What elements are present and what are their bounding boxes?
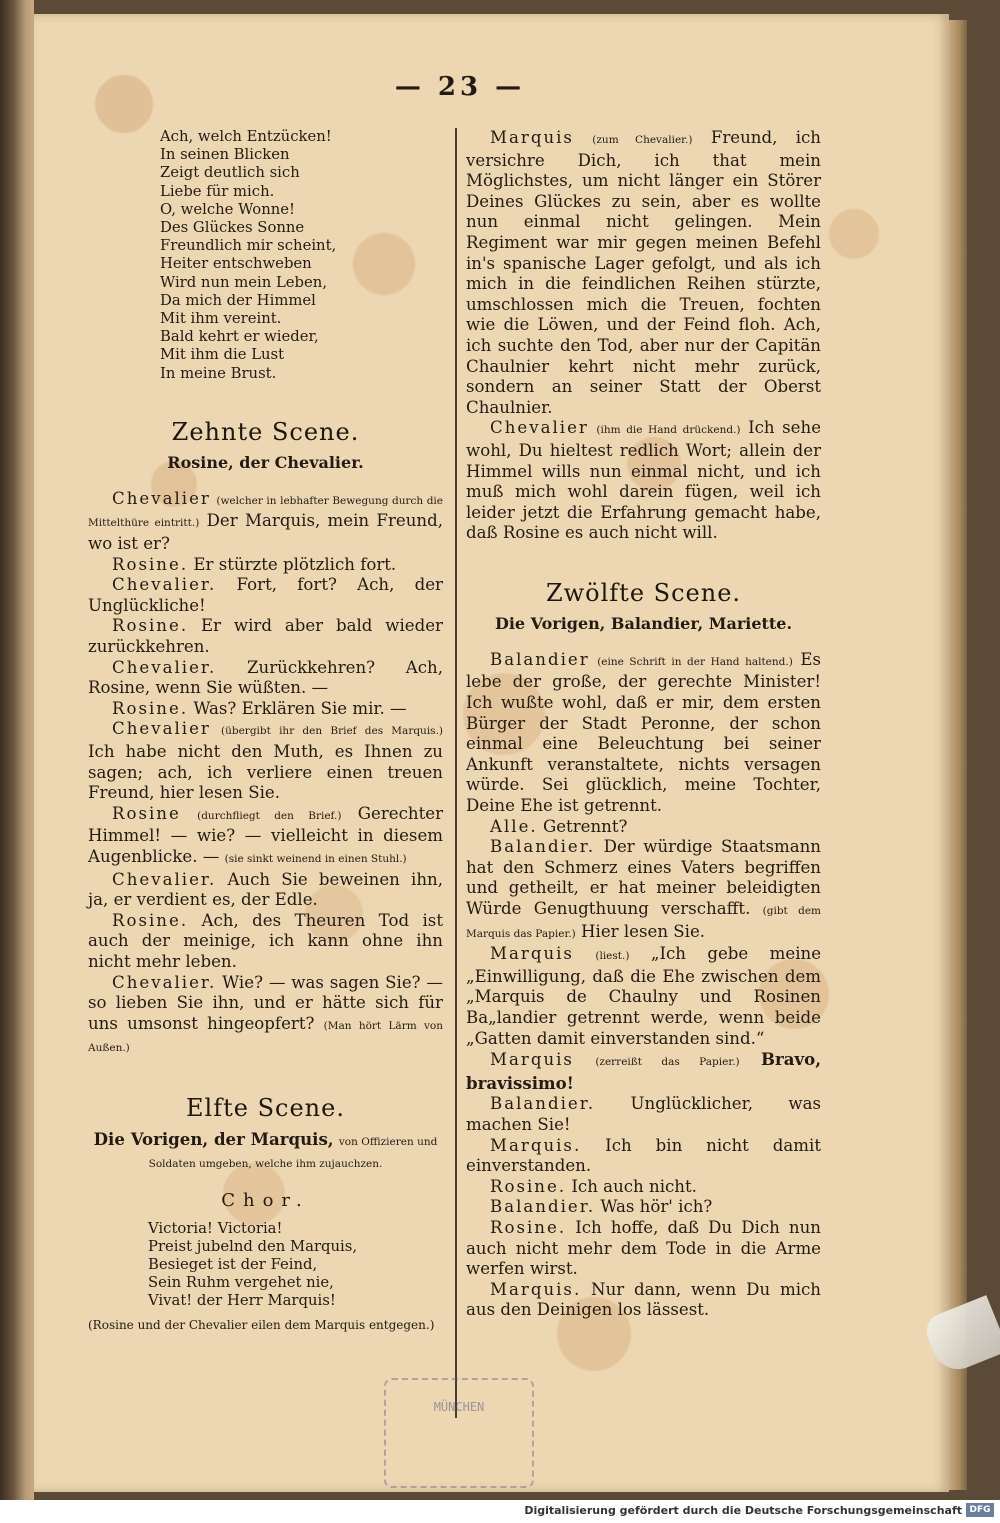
verse-line: In meine Brust. xyxy=(160,364,277,382)
dialogue-paragraph xyxy=(88,658,443,699)
speaker: Balandier. xyxy=(490,1094,596,1114)
speaker: Rosine. xyxy=(112,910,189,930)
dialogue-paragraph xyxy=(466,817,821,838)
book-gutter xyxy=(0,0,34,1500)
dialogue-paragraph xyxy=(466,1197,821,1218)
scene-persons: Die Vorigen, Balandier, Mariette. xyxy=(494,613,793,633)
dialogue-paragraph xyxy=(88,973,443,1059)
verse-line: Des Glückes Sonne xyxy=(160,219,305,237)
dialogue-paragraph xyxy=(88,575,443,616)
speaker: Chevalier. xyxy=(112,972,217,992)
stage-direction: (Rosine und der Chevalier eilen dem Marquis entgegen.) xyxy=(88,1317,435,1332)
dialogue-text: Zurückkehren? Ach, Rosine, wenn Sie wüßten. — xyxy=(88,657,443,698)
dialogue-paragraph xyxy=(466,944,821,1049)
speaker: Alle. xyxy=(490,816,538,836)
dialogue-text: Er stürzte plötzlich fort. xyxy=(193,554,397,574)
dialogue-paragraph xyxy=(88,870,443,911)
verse-line: Mit ihm vereint. xyxy=(160,310,282,328)
dialogue-text: Was? Erklären Sie mir. — xyxy=(193,698,407,718)
stage-direction: (zum Chevalier.) xyxy=(592,134,693,146)
speaker: Marquis. xyxy=(490,1279,582,1299)
dialogue-paragraph xyxy=(88,911,443,973)
speaker: Rosine. xyxy=(112,698,189,718)
verse-line: Liebe für mich. xyxy=(160,182,275,200)
dialogue-paragraph xyxy=(466,650,821,817)
speaker: Marquis xyxy=(490,1050,574,1070)
dialogue-text: Unglücklicher, was machen Sie! xyxy=(466,1094,821,1134)
speaker: Marquis xyxy=(490,944,574,964)
dialogue-paragraph xyxy=(466,837,821,944)
left-column xyxy=(88,128,443,1334)
dialogue-text: Er wird aber bald wieder zurückkehren. xyxy=(88,616,443,656)
verse-line: Vivat! der Herr Marquis! xyxy=(148,1292,336,1310)
page-edge xyxy=(949,20,967,1490)
verse-line: Da mich der Himmel xyxy=(160,291,316,309)
dialogue-text: Was hör' ich? xyxy=(600,1197,713,1217)
chorus-label: Chor. xyxy=(221,1190,310,1212)
verse-line: Freundlich mir scheint, xyxy=(160,237,337,255)
stage-direction: (welcher in lebhafter Bewegung durch die Mittelthüre eintritt.) xyxy=(88,494,443,530)
scene-persons-line xyxy=(88,1129,443,1175)
dialogue-text: Ach, des Theuren Tod ist auch der meinige, ich kann ohne ihn nicht mehr leben. xyxy=(88,910,443,971)
verse-block xyxy=(88,128,443,383)
dfg-logo-icon: DFG xyxy=(966,1503,994,1517)
dialogue-paragraph xyxy=(466,1218,821,1280)
stage-direction: (liest.) xyxy=(595,950,630,963)
verse-line: Bald kehrt er wieder, xyxy=(160,328,319,346)
dialogue-text: Freund, ich versichre Dich, ich that mein Möglichstes, um nicht länger ein Störer Deines Glückes zu sein, aber es wollte nun einmal nicht gelingen. Mein Regiment war mir gegen meinen Befehl in's spanische Lager gefolgt, und als ich mich in die feindlichen Reihen stürzte, umschlossen mich die Treuen, fochten wie die Löwen, und der Feind floh. Ach, ich suchte den Tod, aber nur der Capitän Chaulnier kehrt nicht mehr zurück, sondern an seiner Statt der Oberst Chaulnier. xyxy=(466,128,821,417)
dialogue-text: Auch Sie beweinen ihn, ja, er verdient es, der Edle. xyxy=(88,869,443,910)
footer-credit: Digitalisierung gefördert durch die Deutsche Forschungsgemeinschaft xyxy=(524,1504,962,1517)
speaker: Chevalier. xyxy=(112,575,217,595)
speaker: Chevalier xyxy=(490,418,589,438)
speaker: Rosine. xyxy=(112,554,189,574)
dialogue-text: Ich auch nicht. xyxy=(571,1176,697,1196)
dialogue-text: „Ich gebe meine „Einwilligung, daß die Ehe zwischen dem „Marquis de Chaulny und Rosinen Ba„landier getrennt werde, wenn beide „Gatten damit einverstanden sind.“ xyxy=(466,944,822,1048)
dialogue-text: Fort, fort? Ach, der Unglückliche! xyxy=(88,575,443,615)
dialogue-paragraph xyxy=(466,1177,821,1198)
stage-direction: (ihm die Hand drückend.) xyxy=(596,424,741,437)
verse-line: Preist jubelnd den Marquis, xyxy=(148,1237,358,1255)
dialogue-paragraph xyxy=(88,699,443,720)
dialogue-paragraph xyxy=(88,719,443,803)
stage-direction: (Man hört Lärm von Außen.) xyxy=(88,1019,443,1055)
verse-line: Heiter entschweben xyxy=(160,255,312,273)
dialogue-paragraph xyxy=(466,418,821,544)
scene-heading: Zehnte Scene. xyxy=(171,417,360,446)
dialogue-text: Hier lesen Sie. xyxy=(581,921,706,941)
verse-line: Mit ihm die Lust xyxy=(160,346,285,364)
dialogue-paragraph xyxy=(466,1280,821,1321)
stage-direction: (eine Schrift in der Hand haltend.) xyxy=(597,655,793,668)
verse-line: O, welche Wonne! xyxy=(160,200,295,218)
chorus-verse xyxy=(88,1220,443,1311)
stage-direction: (sie sinkt weinend in einen Stuhl.) xyxy=(224,852,407,865)
speaker: Balandier xyxy=(490,649,590,669)
verse-line: In seinen Blicken xyxy=(160,146,290,164)
speaker: Balandier. xyxy=(490,1197,596,1217)
speaker: Balandier. xyxy=(490,837,596,857)
stage-direction: (gibt dem Marquis das Papier.) xyxy=(466,905,821,940)
dialogue-text: Ich sehe wohl, Du hieltest redlich Wort; allein der Himmel wills nun einmal nicht, und ich muß mich wohl darein fügen, weil ich leider jetzt die Erfahrung gemacht habe, daß Rosine es auch nicht will. xyxy=(466,418,822,543)
stage-direction: (zerreißt das Papier.) xyxy=(595,1056,740,1069)
speaker: Rosine xyxy=(112,803,181,823)
speaker: Marquis. xyxy=(490,1135,582,1155)
right-column xyxy=(466,128,821,1321)
dialogue-text: Es lebe der große, der gerechte Minister! Ich wußte wohl, daß er mir, dem ersten Bürger der Stadt Peronne, der schon einmal eine Beleuchtung bei seiner Ankunft veranstaltete, nichts versagen würde. Sei glücklich, meine Tochter, Deine Ehe ist getrennt. xyxy=(466,649,821,816)
speaker: Chevalier. xyxy=(112,657,217,677)
verse-line: Besieget ist der Feind, xyxy=(148,1256,318,1274)
verse-line: Wird nun mein Leben, xyxy=(160,273,328,291)
dialogue-text: Gerechter Himmel! — wie? — vielleicht in diesem Augenblicke. — xyxy=(88,803,444,866)
dialogue-paragraph xyxy=(466,1136,821,1177)
dialogue-paragraph xyxy=(466,1049,821,1094)
speaker: Marquis xyxy=(490,128,574,147)
dialogue-text: Der Marquis, mein Freund, wo ist er? xyxy=(88,511,443,554)
verse-line: Victoria! Victoria! xyxy=(148,1219,283,1237)
scene-heading: Zwölfte Scene. xyxy=(545,578,742,607)
dialogue-text: Getrennt? xyxy=(542,816,628,836)
speaker: Chevalier xyxy=(112,488,211,508)
stage-direction: von Offizieren und Soldaten umgeben, welche ihm zujauchzen. xyxy=(148,1135,438,1171)
speaker: Rosine. xyxy=(112,616,189,636)
dialogue-text: Ich hoffe, daß Du Dich nun auch nicht mehr dem Tode in die Arme werfen wirst. xyxy=(466,1217,821,1279)
verse-line: Sein Ruhm vergehet nie, xyxy=(148,1274,334,1292)
speaker: Rosine. xyxy=(490,1217,567,1237)
dialogue-paragraph xyxy=(466,1094,821,1135)
page-number: — 23 — xyxy=(394,72,526,102)
dialogue-paragraph xyxy=(88,555,443,576)
speaker: Chevalier. xyxy=(112,869,217,889)
dialogue-paragraph xyxy=(88,804,443,870)
library-stamp xyxy=(384,1378,534,1488)
verse-line: Ach, welch Entzücken! xyxy=(160,128,332,145)
dialogue-text: Ich habe nicht den Muth, es Ihnen zu sagen; ach, ich verliere einen treuen Freund, hier lesen Sie. xyxy=(88,741,443,803)
dialogue-text: Der würdige Staatsmann hat den Schmerz eines Vaters begriffen und getheilt, er hat meiner beleidigten Würde Genugthuung verschafft. xyxy=(466,837,821,918)
stamp-label: MÜNCHEN xyxy=(433,1400,485,1414)
scene-persons: Rosine, der Chevalier. xyxy=(167,452,364,472)
dialogue-text: Bravo, bravissimo! xyxy=(466,1049,822,1093)
dialogue-paragraph xyxy=(88,616,443,657)
dialogue-paragraph xyxy=(466,128,821,418)
dialogue-text: Wie? — was sagen Sie? — so lieben Sie ihn, und er hätte sich für uns umsonst hingeopfert? xyxy=(88,972,444,1033)
scene-heading: Elfte Scene. xyxy=(186,1093,345,1122)
dialogue-text: Nur dann, wenn Du mich aus den Deinigen los lässest. xyxy=(466,1279,821,1320)
stage-direction: (übergibt ihr den Brief des Marquis.) xyxy=(221,725,444,738)
stage-direction: (durchfliegt den Brief.) xyxy=(197,809,342,822)
column-divider xyxy=(455,128,457,1418)
speaker: Chevalier xyxy=(112,719,211,739)
scene-persons: Die Vorigen, der Marquis, xyxy=(93,1128,334,1149)
dialogue-text: Ich bin nicht damit einverstanden. xyxy=(466,1135,821,1176)
dialogue-paragraph xyxy=(88,489,443,555)
verse-line: Zeigt deutlich sich xyxy=(160,164,300,182)
speaker: Rosine. xyxy=(490,1176,567,1196)
